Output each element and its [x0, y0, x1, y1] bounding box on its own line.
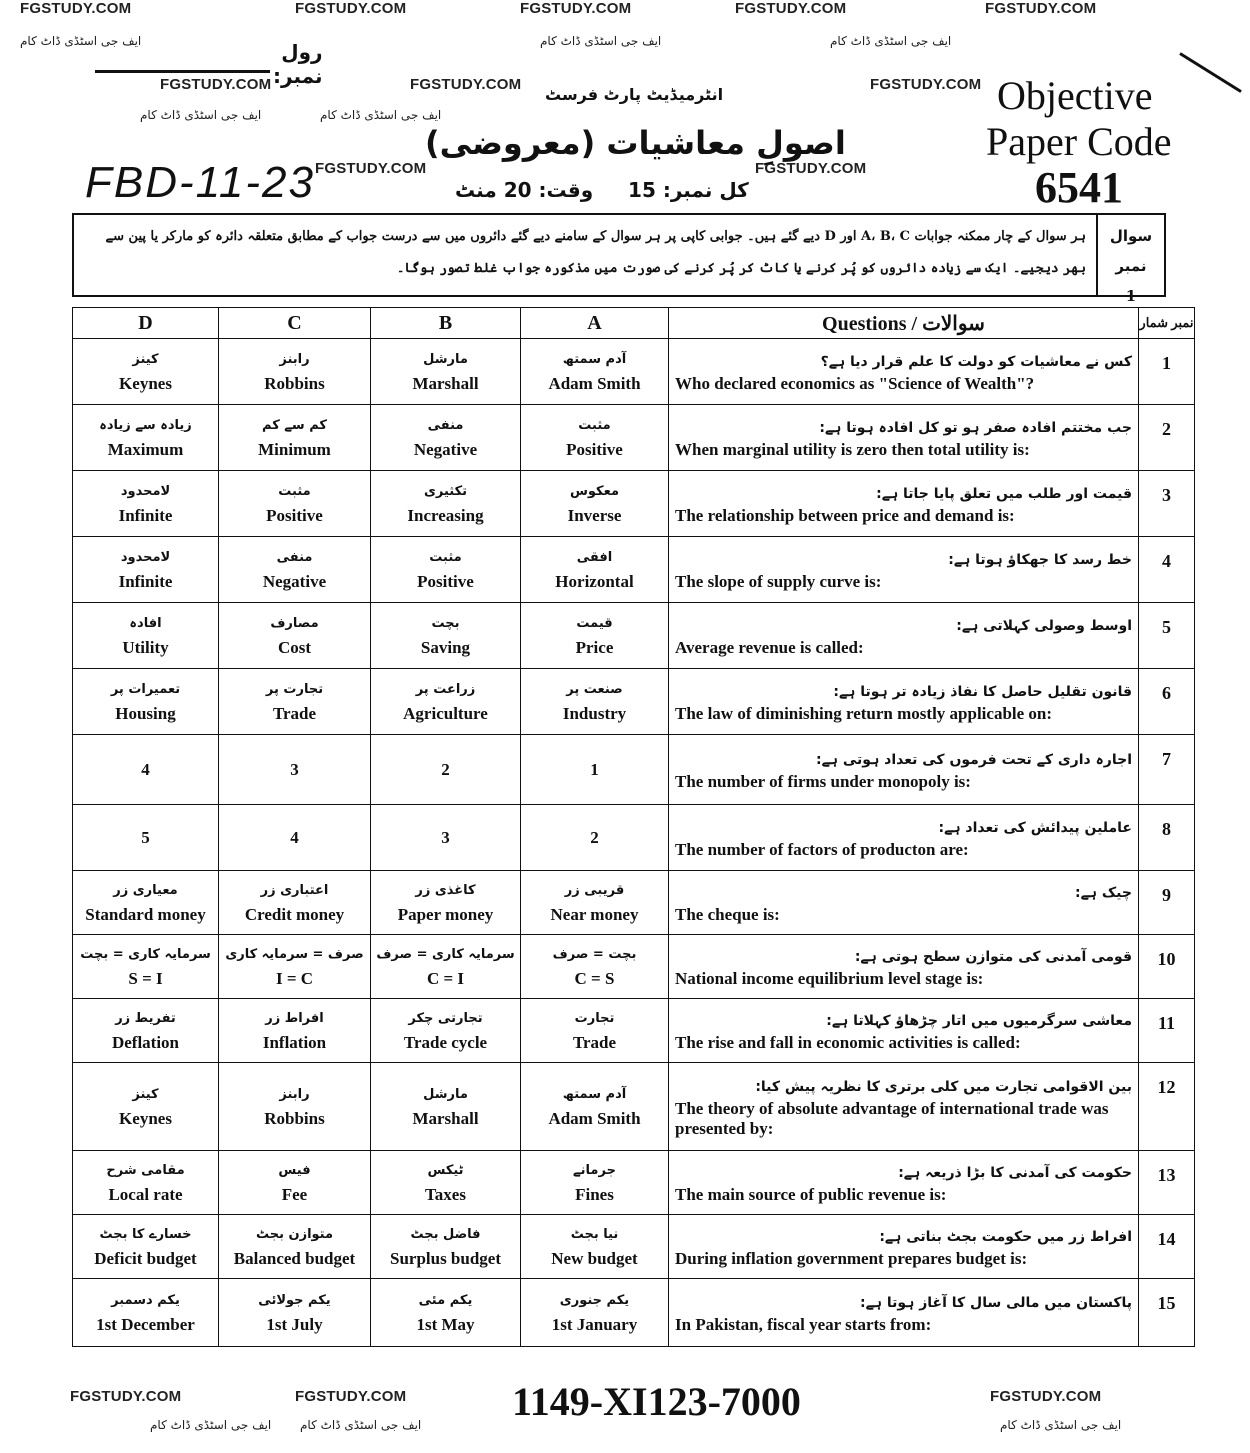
question-cell: [669, 935, 1139, 999]
option-a-cell: [521, 405, 669, 471]
option-d-cell: [73, 603, 219, 669]
option-a-urdu: افقی: [576, 549, 613, 565]
option-c-urdu: منفی: [276, 549, 313, 565]
option-a-cell: [521, 935, 669, 999]
option-a-english: Inverse: [567, 505, 622, 525]
option-a-english: 1: [590, 759, 599, 779]
watermark: FGSTUDY.COM: [985, 0, 1097, 17]
option-a-urdu: نیا بجٹ: [570, 1226, 619, 1242]
option-a-english: Positive: [566, 439, 623, 459]
serial-number: 10: [1139, 935, 1195, 999]
option-c-urdu: اعتباری زر: [260, 882, 329, 898]
option-a-urdu: صنعت پر: [566, 681, 623, 697]
option-a-cell: [521, 339, 669, 405]
table-row: [73, 805, 1195, 871]
watermark: FGSTUDY.COM: [990, 1388, 1102, 1405]
footer-code: 1149-XI123-7000: [512, 1379, 801, 1424]
roll-number-line: [95, 70, 270, 73]
option-a-english: Fines: [575, 1184, 614, 1204]
table-row: [73, 405, 1195, 471]
option-c-cell: [219, 537, 371, 603]
paper-title: اصولِ معاشیات (معروضی): [425, 124, 846, 162]
option-b-cell: [371, 471, 521, 537]
option-b-english: Positive: [417, 571, 474, 591]
roll-number-label: رول نمبر:: [273, 40, 323, 88]
option-d-english: Standard money: [85, 904, 206, 924]
option-c-cell: [219, 405, 371, 471]
question-english: The number of firms under monopoly is:: [675, 771, 971, 791]
option-a-cell: [521, 805, 669, 871]
option-c-english: Balanced budget: [233, 1248, 356, 1268]
question-cell: [669, 1063, 1139, 1151]
option-c-urdu: رابنز: [279, 351, 310, 367]
watermark-urdu: ایف جی اسٹڈی ڈاٹ کام: [20, 34, 142, 48]
option-a-cell: [521, 871, 669, 935]
question-english: National income equilibrium level stage is:: [675, 968, 984, 988]
option-a-cell: [521, 1279, 669, 1347]
option-c-urdu: یکم جولائی: [258, 1292, 331, 1308]
option-b-urdu: زراعت پر: [415, 681, 476, 697]
serial-number: 9: [1139, 871, 1195, 935]
option-b-urdu: مثبت: [429, 549, 462, 565]
option-c-urdu: فیس: [278, 1162, 311, 1178]
option-d-urdu: معیاری زر: [113, 882, 178, 898]
option-a-urdu: آدم سمتھ: [562, 1086, 627, 1102]
option-c-english: I = C: [275, 968, 314, 988]
table-row: [73, 669, 1195, 735]
option-b-english: Trade cycle: [403, 1032, 488, 1052]
option-d-urdu: تفریط زر: [115, 1010, 176, 1026]
option-c-english: Negative: [262, 571, 327, 591]
option-b-cell: [371, 1063, 521, 1151]
serial-number: 13: [1139, 1151, 1195, 1215]
question-english: The main source of public revenue is:: [675, 1184, 947, 1204]
option-c-english: Credit money: [244, 904, 345, 924]
option-a-english: Adam Smith: [548, 1108, 641, 1128]
option-c-cell: [219, 735, 371, 805]
option-a-urdu: قریبی زر: [564, 882, 625, 898]
option-a-english: 2: [590, 827, 599, 847]
option-a-english: New budget: [551, 1248, 638, 1268]
question-cell: [669, 471, 1139, 537]
option-d-cell: [73, 339, 219, 405]
option-a-english: Industry: [562, 703, 627, 723]
option-d-urdu: زیادہ سے زیادہ: [99, 417, 192, 433]
watermark: FGSTUDY.COM: [520, 0, 632, 17]
question-english: When marginal utility is zero then total utility is:: [675, 439, 1030, 459]
option-c-english: Inflation: [262, 1032, 327, 1052]
option-d-english: Keynes: [119, 373, 172, 393]
option-d-cell: [73, 537, 219, 603]
option-c-urdu: افراط زر: [265, 1010, 324, 1026]
watermark: FGSTUDY.COM: [20, 0, 132, 17]
option-b-cell: [371, 1215, 521, 1279]
watermark: FGSTUDY.COM: [870, 76, 982, 93]
option-a-english: Trade: [572, 1032, 617, 1052]
option-b-urdu: کاغذی زر: [415, 882, 476, 898]
option-b-cell: [371, 405, 521, 471]
question-urdu: کس نے معاشیات کو دولت کا علم قرار دیا ہے؟: [820, 353, 1132, 370]
table-row: [73, 339, 1195, 405]
option-c-english: Robbins: [264, 1108, 325, 1128]
option-d-english: 1st December: [96, 1314, 195, 1334]
question-english: The cheque is:: [675, 904, 780, 924]
mcq-table: [72, 307, 1195, 1347]
option-b-cell: [371, 669, 521, 735]
total-marks: کل نمبر: 15: [628, 178, 749, 202]
option-d-cell: [73, 1063, 219, 1151]
board-code: FBD-11-23: [85, 158, 315, 207]
option-b-english: Marshall: [412, 1108, 479, 1128]
question-cell: [669, 1279, 1139, 1347]
paper-code-label: Paper Code: [986, 119, 1172, 164]
header-option-c: C: [219, 308, 371, 339]
option-d-urdu: کینز: [132, 351, 159, 367]
option-c-urdu: مثبت: [278, 483, 311, 499]
option-b-urdu: تجارتی چکر: [408, 1010, 483, 1026]
option-b-english: Taxes: [425, 1184, 466, 1204]
option-b-cell: [371, 1279, 521, 1347]
option-d-cell: [73, 805, 219, 871]
option-d-cell: [73, 1151, 219, 1215]
serial-number: 15: [1139, 1279, 1195, 1347]
question-number-box: [1098, 215, 1164, 305]
option-d-cell: [73, 471, 219, 537]
header-option-b: B: [371, 308, 521, 339]
table-row: [73, 537, 1195, 603]
option-a-english: Price: [575, 637, 614, 657]
option-c-urdu: صرف = سرمایہ کاری: [225, 946, 364, 962]
serial-number: 11: [1139, 999, 1195, 1063]
option-b-urdu: فاضل بجٹ: [410, 1226, 481, 1242]
option-d-urdu: افادہ: [129, 615, 162, 631]
option-b-english: Marshall: [412, 373, 479, 393]
option-d-urdu: مقامی شرح: [106, 1162, 185, 1178]
option-c-cell: [219, 805, 371, 871]
serial-number: 2: [1139, 405, 1195, 471]
option-a-urdu: بچت = صرف: [552, 946, 637, 962]
pen-mark: [1179, 52, 1242, 93]
option-c-cell: [219, 999, 371, 1063]
option-c-cell: [219, 1279, 371, 1347]
table-row: [73, 1063, 1195, 1151]
question-english: The slope of supply curve is:: [675, 571, 882, 591]
option-b-english: 2: [441, 759, 450, 779]
option-b-english: 1st May: [416, 1314, 475, 1334]
option-a-english: Horizontal: [555, 571, 634, 591]
header-questions: Questions / سوالات: [669, 308, 1139, 339]
option-c-cell: [219, 1063, 371, 1151]
option-b-english: Negative: [413, 439, 478, 459]
option-c-urdu: متوازن بجٹ: [255, 1226, 334, 1242]
question-number-label: سوال نمبر: [1109, 227, 1153, 275]
option-a-cell: [521, 669, 669, 735]
question-cell: [669, 1215, 1139, 1279]
question-urdu: قیمت اور طلب میں تعلق پایا جاتا ہے:: [876, 485, 1132, 502]
table-row: [73, 999, 1195, 1063]
table-row: [73, 935, 1195, 999]
time-allowed: وقت: 20 منٹ: [455, 178, 594, 202]
option-c-english: 1st July: [266, 1314, 323, 1334]
option-c-urdu: رابنز: [279, 1086, 310, 1102]
option-b-cell: [371, 871, 521, 935]
option-a-cell: [521, 999, 669, 1063]
watermark-urdu: ایف جی اسٹڈی ڈاٹ کام: [1000, 1418, 1122, 1432]
question-urdu: معاشی سرگرمیوں میں اتار چڑھاؤ کہلاتا ہے:: [826, 1012, 1132, 1029]
question-urdu: جب مختتم افادہ صفر ہو تو کل افادہ ہوتا ہے:: [819, 419, 1132, 436]
option-c-urdu: مصارف: [270, 615, 319, 631]
question-urdu: بین الاقوامی تجارت میں کلی برتری کا نظریہ پیش کیا:: [755, 1078, 1132, 1095]
option-c-cell: [219, 871, 371, 935]
question-urdu: پاکستان میں مالی سال کا آغاز ہوتا ہے:: [859, 1294, 1132, 1311]
serial-number: 8: [1139, 805, 1195, 871]
option-a-cell: [521, 735, 669, 805]
option-d-cell: [73, 999, 219, 1063]
option-d-english: Deficit budget: [94, 1248, 197, 1268]
option-d-cell: [73, 1279, 219, 1347]
serial-number: 3: [1139, 471, 1195, 537]
question-english: The theory of absolute advantage of international trade was presented by:: [675, 1098, 1109, 1138]
option-d-english: Local rate: [108, 1184, 183, 1204]
instructions-line-1: ہر سوال کے چار ممکنہ جوابات A، B، C اور D دیے گئے ہیں۔ جوابی کاپی پر ہر سوال کے سامنے دیے گئے دائروں میں سے درست جواب کے مطابق متعلقہ دائرہ کو مارکر یا پین سے: [105, 229, 1086, 244]
watermark: FGSTUDY.COM: [70, 1388, 182, 1405]
time-and-marks: [455, 178, 749, 202]
option-b-cell: [371, 1151, 521, 1215]
option-d-urdu: خسارے کا بجٹ: [99, 1226, 192, 1242]
table-row: [73, 603, 1195, 669]
option-d-english: Keynes: [119, 1108, 172, 1128]
option-a-english: 1st January: [551, 1314, 638, 1334]
serial-number: 12: [1139, 1063, 1195, 1151]
header-option-d: D: [73, 308, 219, 339]
option-b-urdu: ٹیکس: [427, 1162, 464, 1178]
option-d-english: Deflation: [111, 1032, 180, 1052]
option-d-english: Infinite: [118, 571, 173, 591]
question-urdu: چیک ہے:: [1074, 884, 1132, 901]
option-a-cell: [521, 537, 669, 603]
option-d-cell: [73, 871, 219, 935]
option-b-urdu: بچت: [431, 615, 460, 631]
option-c-english: Trade: [272, 703, 317, 723]
question-english: In Pakistan, fiscal year starts from:: [675, 1314, 932, 1334]
option-b-cell: [371, 805, 521, 871]
option-c-english: Fee: [281, 1184, 308, 1204]
option-d-urdu: یکم دسمبر: [111, 1292, 180, 1308]
watermark: FGSTUDY.COM: [160, 76, 272, 93]
option-b-english: Agriculture: [403, 703, 488, 723]
option-b-urdu: مارشل: [423, 1086, 468, 1102]
option-c-cell: [219, 1215, 371, 1279]
option-b-cell: [371, 735, 521, 805]
option-c-english: Robbins: [264, 373, 325, 393]
option-a-english: Adam Smith: [548, 373, 641, 393]
watermark-urdu: ایف جی اسٹڈی ڈاٹ کام: [830, 34, 952, 48]
watermark-urdu: ایف جی اسٹڈی ڈاٹ کام: [540, 34, 662, 48]
option-d-urdu: تعمیرات پر: [110, 681, 181, 697]
serial-number: 5: [1139, 603, 1195, 669]
question-urdu: افراط زر میں حکومت بجٹ بناتی ہے:: [879, 1228, 1132, 1245]
option-d-urdu: لامحدود: [120, 483, 171, 499]
option-b-english: Increasing: [407, 505, 484, 525]
serial-number: 4: [1139, 537, 1195, 603]
table-row: [73, 1151, 1195, 1215]
watermark-urdu: ایف جی اسٹڈی ڈاٹ کام: [150, 1418, 272, 1432]
option-c-cell: [219, 339, 371, 405]
question-urdu: اجارہ داری کے تحت فرموں کی تعداد ہوتی ہے:: [816, 751, 1132, 768]
exam-subtitle: انٹرمیڈیٹ پارٹ فرسٹ: [545, 85, 724, 104]
option-c-cell: [219, 471, 371, 537]
option-c-cell: [219, 603, 371, 669]
question-english: The rise and fall in economic activities is called:: [675, 1032, 1021, 1052]
option-b-cell: [371, 339, 521, 405]
table-header-row: [73, 308, 1195, 339]
question-urdu: قانون تقلیل حاصل کا نفاذ زیادہ تر ہوتا ہے:: [833, 683, 1132, 700]
table-row: [73, 871, 1195, 935]
option-d-english: S = I: [128, 968, 163, 988]
question-cell: [669, 603, 1139, 669]
question-urdu: عاملین پیدائش کی تعداد ہے:: [938, 819, 1132, 836]
objective-label: Objective: [997, 73, 1153, 118]
option-a-urdu: جرمانے: [573, 1162, 616, 1178]
option-a-cell: [521, 603, 669, 669]
option-b-english: 3: [441, 827, 450, 847]
option-d-urdu: سرمایہ کاری = بچت: [80, 946, 211, 962]
option-c-cell: [219, 1151, 371, 1215]
question-english: The number of factors of producton are:: [675, 839, 969, 859]
option-b-english: Saving: [420, 637, 471, 657]
table-row: [73, 1215, 1195, 1279]
option-a-urdu: مثبت: [578, 417, 611, 433]
option-b-cell: [371, 999, 521, 1063]
question-english: During inflation government prepares budget is:: [675, 1248, 1028, 1268]
table-row: [73, 735, 1195, 805]
option-c-english: Positive: [266, 505, 323, 525]
header-option-a: A: [521, 308, 669, 339]
option-c-english: 3: [290, 759, 299, 779]
option-a-urdu: معکوس: [569, 483, 620, 499]
question-english: Average revenue is called:: [675, 637, 864, 657]
question-cell: [669, 999, 1139, 1063]
option-c-english: Minimum: [258, 439, 331, 459]
option-c-cell: [219, 935, 371, 999]
question-urdu: اوسط وصولی کہلاتی ہے:: [956, 617, 1132, 634]
question-cell: [669, 405, 1139, 471]
option-d-urdu: لامحدود: [120, 549, 171, 565]
option-b-urdu: تکثیری: [423, 483, 468, 499]
question-cell: [669, 735, 1139, 805]
question-english: The law of diminishing return mostly applicable on:: [675, 703, 1053, 723]
header-serial: نمبر شمار: [1139, 308, 1195, 339]
question-urdu: قومی آمدنی کی متوازن سطح ہوتی ہے:: [854, 948, 1132, 965]
option-d-cell: [73, 669, 219, 735]
option-b-urdu: مارشل: [423, 351, 468, 367]
option-c-cell: [219, 669, 371, 735]
paper-code-value: 6541: [1035, 163, 1123, 212]
option-a-english: Near money: [550, 904, 639, 924]
question-cell: [669, 871, 1139, 935]
option-a-urdu: تجارت: [574, 1010, 615, 1026]
serial-number: 14: [1139, 1215, 1195, 1279]
option-d-cell: [73, 735, 219, 805]
watermark: FGSTUDY.COM: [295, 0, 407, 17]
serial-number: 6: [1139, 669, 1195, 735]
serial-number: 7: [1139, 735, 1195, 805]
watermark: FGSTUDY.COM: [755, 160, 867, 177]
option-b-english: C = I: [426, 968, 465, 988]
option-b-english: Surplus budget: [389, 1248, 502, 1268]
option-a-urdu: آدم سمتھ: [562, 351, 627, 367]
question-cell: [669, 669, 1139, 735]
question-english: The relationship between price and demand is:: [675, 505, 1015, 525]
option-b-cell: [371, 537, 521, 603]
watermark: FGSTUDY.COM: [410, 76, 522, 93]
watermark-urdu: ایف جی اسٹڈی ڈاٹ کام: [320, 108, 442, 122]
option-d-english: 5: [141, 827, 150, 847]
option-d-cell: [73, 405, 219, 471]
option-d-english: Maximum: [107, 439, 184, 459]
option-c-urdu: تجارت پر: [265, 681, 324, 697]
watermark: FGSTUDY.COM: [295, 1388, 407, 1405]
option-c-english: 4: [290, 827, 299, 847]
option-a-urdu: یکم جنوری: [559, 1292, 630, 1308]
option-d-urdu: کینز: [132, 1086, 159, 1102]
option-d-english: Housing: [115, 703, 176, 723]
option-c-english: Cost: [277, 637, 312, 657]
option-d-english: 4: [141, 759, 150, 779]
option-a-cell: [521, 1151, 669, 1215]
question-cell: [669, 339, 1139, 405]
option-b-urdu: سرمایہ کاری = صرف: [376, 946, 515, 962]
option-d-english: Utility: [122, 637, 169, 657]
instructions-text: [74, 215, 1098, 295]
question-cell: [669, 537, 1139, 603]
serial-number: 1: [1139, 339, 1195, 405]
question-english: Who declared economics as "Science of Wealth"?: [675, 373, 1035, 393]
option-d-cell: [73, 935, 219, 999]
option-b-urdu: یکم مئی: [418, 1292, 473, 1308]
option-a-cell: [521, 471, 669, 537]
option-a-cell: [521, 1063, 669, 1151]
table-row: [73, 1279, 1195, 1347]
option-b-cell: [371, 935, 521, 999]
instructions-line-2: بھر دیجیے۔ ایک سے زیادہ دائروں کو پُر کرنے یا کاٹ کر پُر کرنے کی صورت میں مذکورہ جواب غلط تصور ہوگا۔: [396, 261, 1086, 276]
question-number-value: 1: [1125, 287, 1137, 305]
option-a-english: C = S: [574, 968, 615, 988]
option-a-cell: [521, 1215, 669, 1279]
question-urdu: خط رسد کا جھکاؤ ہوتا ہے:: [948, 551, 1132, 568]
watermark: FGSTUDY.COM: [315, 160, 427, 177]
watermark-urdu: ایف جی اسٹڈی ڈاٹ کام: [300, 1418, 422, 1432]
option-d-english: Infinite: [118, 505, 173, 525]
option-b-cell: [371, 603, 521, 669]
question-urdu: حکومت کی آمدنی کا بڑا ذریعہ ہے:: [898, 1164, 1132, 1181]
watermark: FGSTUDY.COM: [735, 0, 847, 17]
option-b-english: Paper money: [397, 904, 494, 924]
question-cell: [669, 805, 1139, 871]
watermark-urdu: ایف جی اسٹڈی ڈاٹ کام: [140, 108, 262, 122]
instructions-box: [72, 213, 1166, 305]
option-c-urdu: کم سے کم: [262, 417, 327, 433]
table-row: [73, 471, 1195, 537]
option-b-urdu: منفی: [427, 417, 464, 433]
question-cell: [669, 1151, 1139, 1215]
option-d-cell: [73, 1215, 219, 1279]
option-a-urdu: قیمت: [576, 615, 613, 631]
